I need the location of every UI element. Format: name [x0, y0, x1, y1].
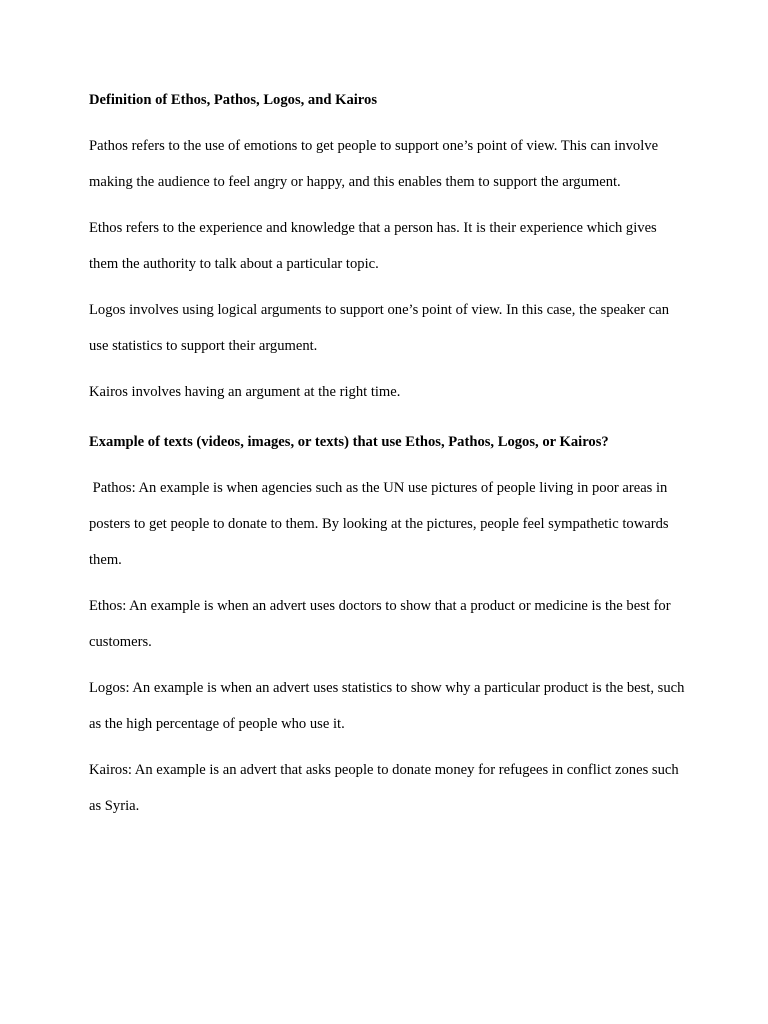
document-body	[89, 89, 689, 831]
paragraph-pathos-definition: Pathos refers to the use of emotions to get people to support one’s point of view. This can involve making the audience to feel angry or happy, and this enables them to support the argument.	[89, 138, 659, 190]
section-heading-definitions: Definition of Ethos, Pathos, Logos, and Kairos	[89, 92, 377, 108]
paragraph-ethos-example: Ethos: An example is when an advert uses doctors to show that a product or medicine is the best for customers.	[89, 598, 671, 650]
paragraph-logos-definition: Logos involves using logical arguments to support one’s point of view. In this case, the speaker can use statistics to support their argument.	[89, 302, 669, 354]
paragraph-kairos-definition: Kairos involves having an argument at the right time.	[89, 384, 401, 400]
paragraph-pathos-example: Pathos: An example is when agencies such as the UN use pictures of people living in poor areas in posters to get people to donate to them. By looking at the pictures, people feel sympathetic towards them.	[89, 480, 673, 568]
paragraph-kairos-example: Kairos: An example is an advert that asks people to donate money for refugees in conflict zones such as Syria.	[89, 762, 679, 814]
section-heading-examples: Example of texts (videos, images, or texts) that use Ethos, Pathos, Logos, or Kairos?	[89, 434, 609, 450]
paragraph-logos-example: Logos: An example is when an advert uses statistics to show why a particular product is the best, such as the high percentage of people who use it.	[89, 680, 685, 732]
paragraph-ethos-definition: Ethos refers to the experience and knowledge that a person has. It is their experience which gives them the authority to talk about a particular topic.	[89, 220, 657, 272]
